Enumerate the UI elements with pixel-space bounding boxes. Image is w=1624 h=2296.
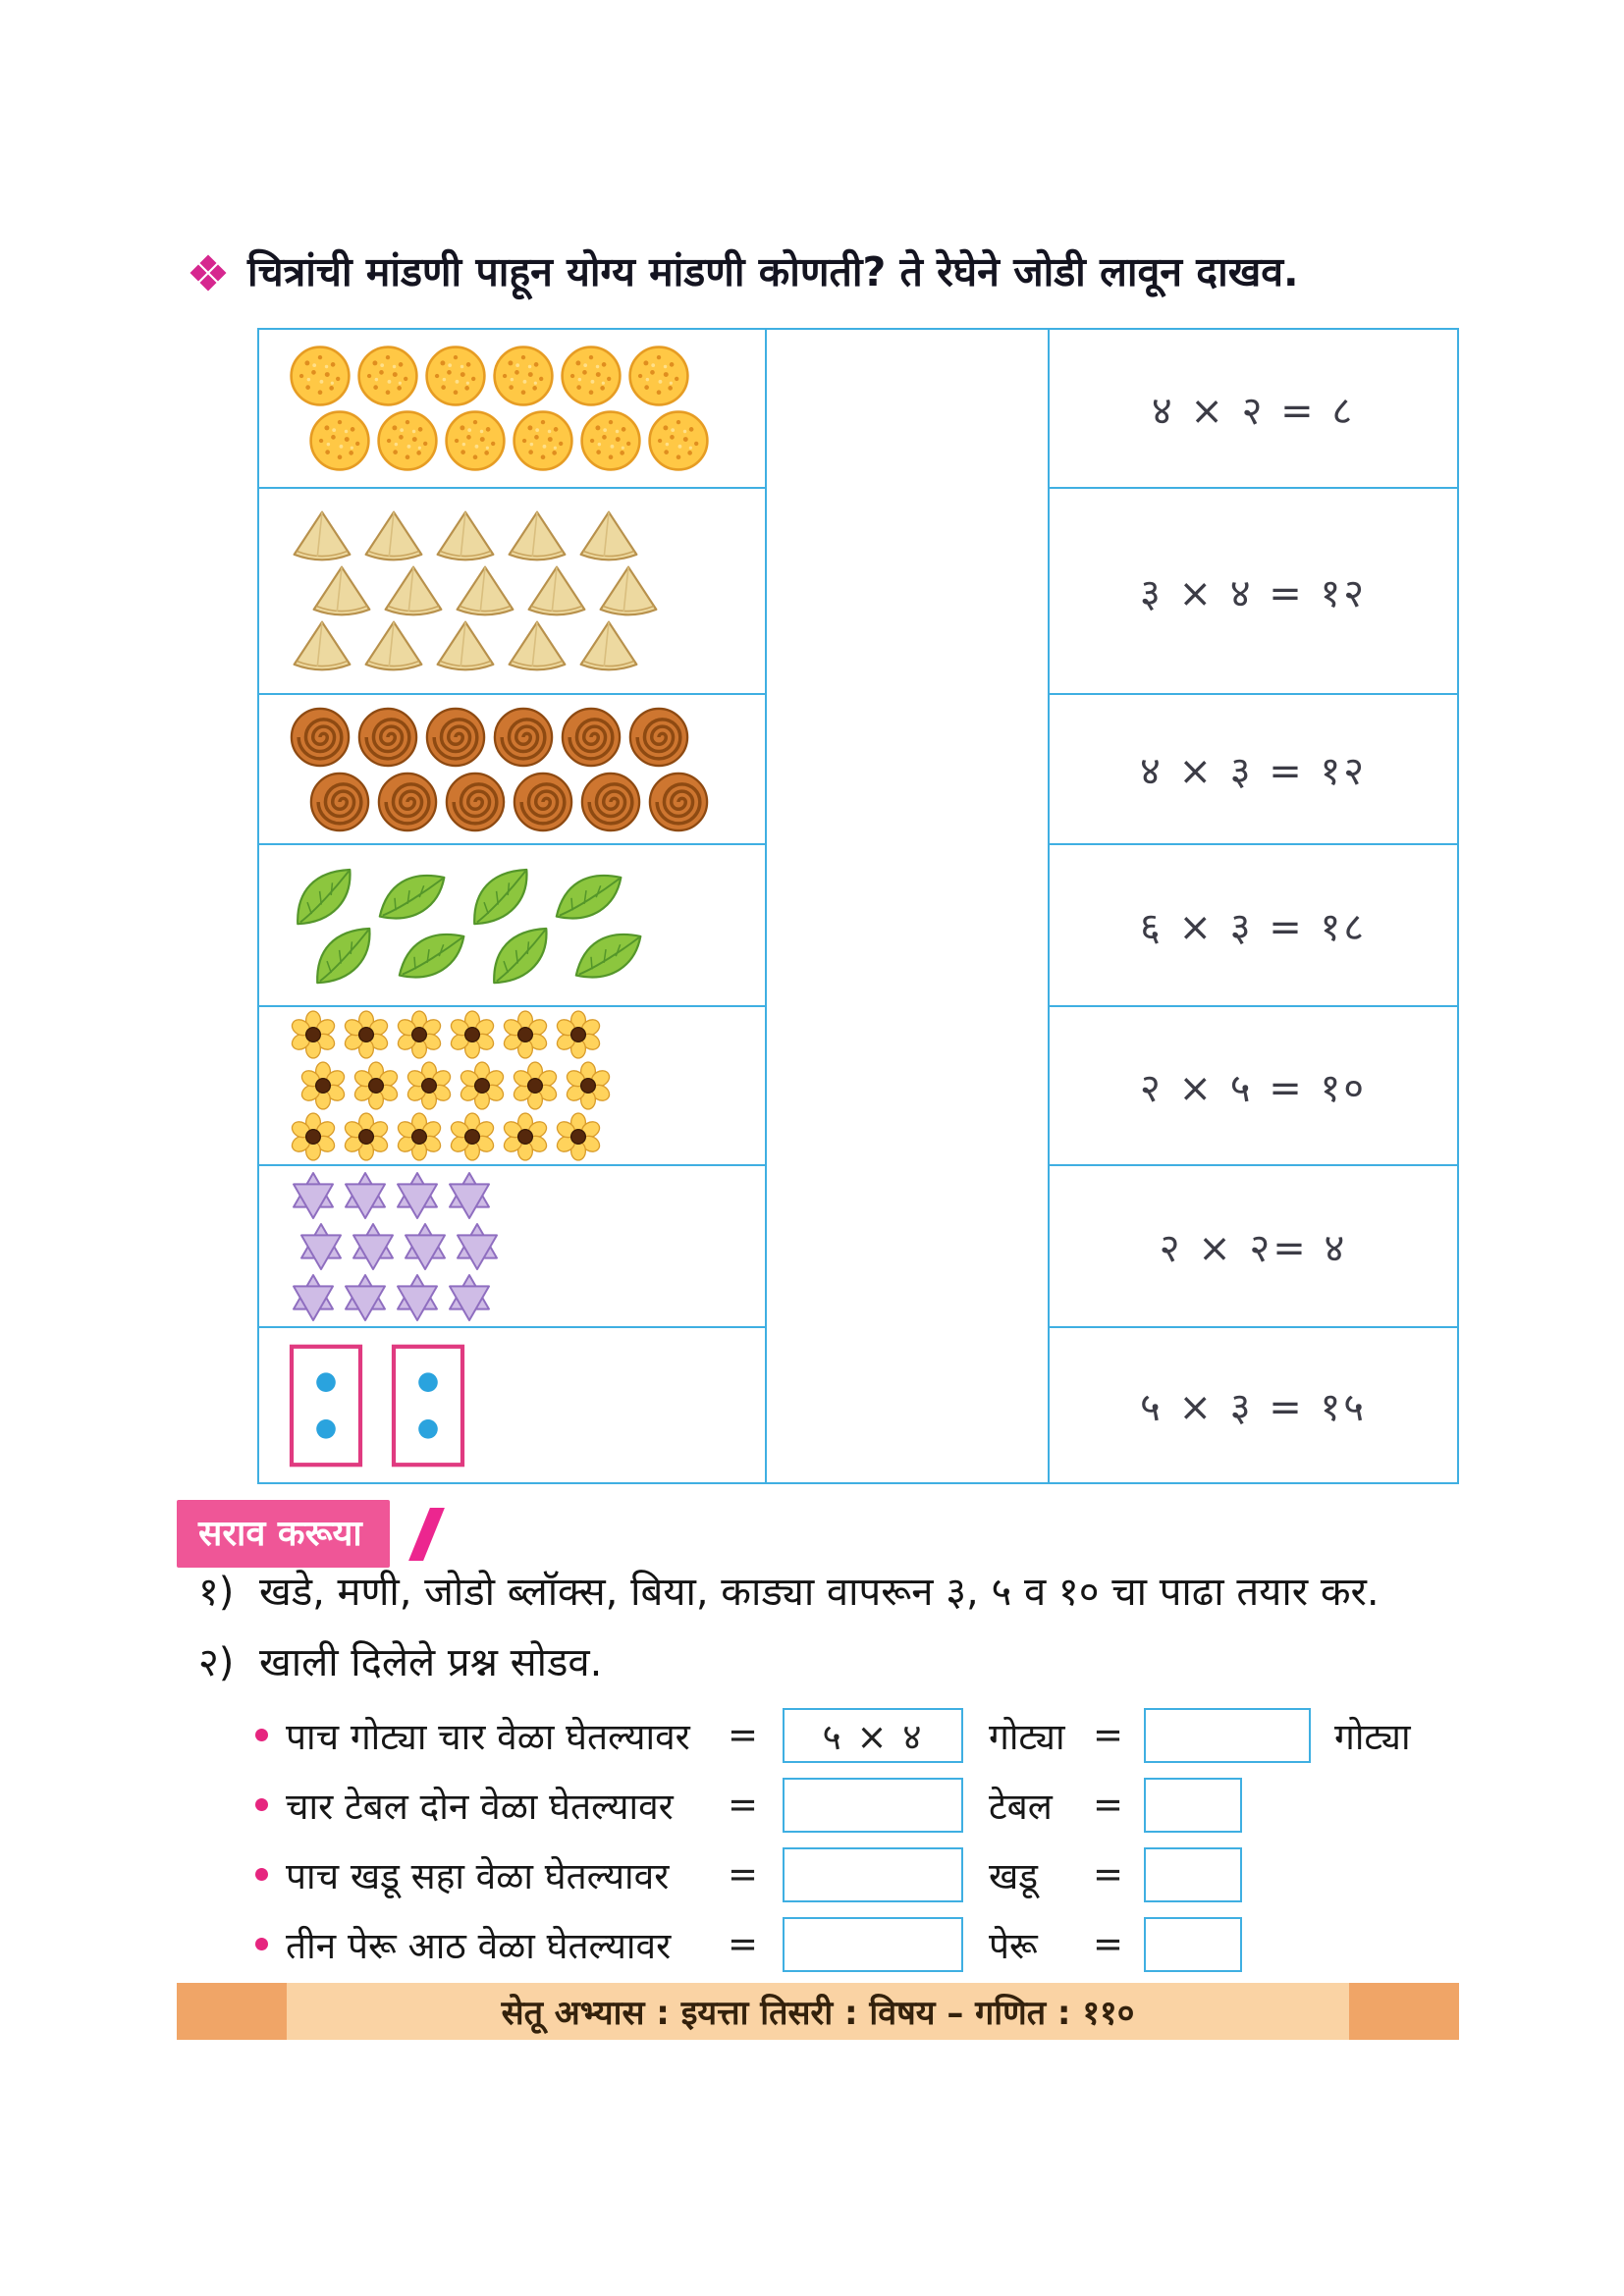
unit-label: टेबल xyxy=(989,1786,1053,1828)
samosa-icon xyxy=(595,564,662,617)
flower-icon xyxy=(448,1112,497,1161)
spiral-icon xyxy=(356,706,419,769)
equals-sign: = xyxy=(1093,1714,1124,1756)
instruction-item-2 xyxy=(198,1639,602,1686)
spiral-icon xyxy=(308,771,371,833)
bullet-dot-icon xyxy=(255,1868,268,1881)
problem-text: तीन पेरू आठ वेळा घेतल्यावर xyxy=(286,1925,672,1967)
laddu-icon xyxy=(308,409,371,472)
equation-cell-6[interactable]: २ × २= ४ xyxy=(1050,1166,1457,1328)
practice-label-text: सराव करूया xyxy=(198,1514,362,1554)
answer-box-expression-3[interactable] xyxy=(783,1847,963,1902)
flower-icon xyxy=(554,1010,603,1059)
picture-row xyxy=(289,509,765,562)
samosa-icon xyxy=(575,509,642,562)
answer-box-result-4[interactable] xyxy=(1144,1917,1242,1972)
spiral-icon xyxy=(647,771,710,833)
equation-cell-3[interactable]: ४ × ३ = १२ xyxy=(1050,695,1457,845)
practice-problems xyxy=(255,1700,1492,1979)
problem-row-2 xyxy=(255,1770,1492,1840)
exercise-heading-text: चित्रांची मांडणी पाहून योग्य मांडणी कोणती? ते रेघेने जोडी लावून दाखव. xyxy=(247,248,1299,295)
picture-cell-flowers[interactable] xyxy=(259,1007,765,1166)
star-icon xyxy=(445,1273,494,1322)
samosa-icon xyxy=(432,509,499,562)
picture-cell-stars[interactable] xyxy=(259,1166,765,1328)
spiral-icon xyxy=(579,771,642,833)
footer-bar xyxy=(177,1983,1459,2040)
problem-text: पाच खडू सहा वेळा घेतल्यावर xyxy=(286,1855,670,1897)
equation-cell-2[interactable]: ३ × ४ = १२ xyxy=(1050,489,1457,695)
flower-icon xyxy=(289,1010,338,1059)
flower-icon xyxy=(511,1061,560,1110)
leaf-icon xyxy=(485,927,554,984)
leaf-icon xyxy=(397,927,465,984)
exercise-heading xyxy=(192,247,1567,297)
laddu-icon xyxy=(627,345,690,407)
slash-decoration-icon xyxy=(408,1508,445,1561)
star-icon xyxy=(289,1171,338,1220)
equals-sign: = xyxy=(728,1784,759,1826)
answer-box-result-1[interactable] xyxy=(1144,1708,1311,1763)
picture-row xyxy=(289,706,765,769)
flower-icon xyxy=(289,1112,338,1161)
star-icon xyxy=(341,1273,390,1322)
picture-cell-leaves[interactable] xyxy=(259,845,765,1007)
picture-row xyxy=(289,1171,765,1220)
instruction-item-1 xyxy=(198,1569,1380,1616)
picture-row xyxy=(289,345,765,407)
flower-icon xyxy=(342,1010,391,1059)
equation-cell-4[interactable]: ६ × ३ = १८ xyxy=(1050,845,1457,1007)
answer-box-expression-4[interactable] xyxy=(783,1917,963,1972)
equation-cell-1[interactable]: ४ × २ = ८ xyxy=(1050,330,1457,489)
samosa-icon xyxy=(432,619,499,672)
picture-row xyxy=(308,564,765,617)
flower-icon xyxy=(448,1010,497,1059)
samosa-icon xyxy=(452,564,518,617)
unit-label: खडू xyxy=(989,1855,1039,1897)
flower-icon xyxy=(501,1010,550,1059)
star-icon xyxy=(341,1171,390,1220)
spiral-icon xyxy=(492,706,555,769)
laddu-icon xyxy=(289,345,352,407)
matching-lines-area[interactable] xyxy=(765,330,1050,1482)
samosa-icon xyxy=(380,564,447,617)
problem-row-1 xyxy=(255,1700,1492,1770)
unit-label-after: गोट्या xyxy=(1334,1716,1411,1758)
unit-label: पेरू xyxy=(989,1925,1038,1967)
answer-box-expression-1[interactable]: ५ × ४ xyxy=(783,1708,963,1763)
pictures-column xyxy=(259,330,765,1482)
picture-cell-samosas[interactable] xyxy=(259,489,765,695)
instruction-text: खडे, मणी, जोडो ब्लॉक्स, बिया, काड्या वापरून ३, ५ व १० चा पाढा तयार कर. xyxy=(259,1570,1380,1615)
bullet-dot-icon xyxy=(255,1938,268,1950)
laddu-icon xyxy=(579,409,642,472)
instruction-number: २) xyxy=(198,1640,235,1685)
leaf-icon xyxy=(465,868,534,925)
samosa-icon xyxy=(308,564,375,617)
star-icon xyxy=(445,1171,494,1220)
answer-box-result-2[interactable] xyxy=(1144,1778,1242,1833)
equations-column xyxy=(1050,330,1457,1482)
bullet-dot-icon xyxy=(255,1729,268,1741)
matching-table xyxy=(257,328,1459,1484)
flower-icon xyxy=(501,1112,550,1161)
bullet-dot-icon xyxy=(255,1798,268,1811)
domino-icon xyxy=(391,1344,465,1468)
equals-sign: = xyxy=(728,1923,759,1965)
picture-row xyxy=(289,619,765,672)
spiral-icon xyxy=(627,706,690,769)
diamond-bullet-icon xyxy=(192,257,224,289)
domino-icon xyxy=(289,1344,363,1468)
samosa-icon xyxy=(360,509,427,562)
spiral-icon xyxy=(444,771,507,833)
laddu-icon xyxy=(444,409,507,472)
picture-row xyxy=(298,1061,765,1110)
samosa-icon xyxy=(504,619,570,672)
laddu-icon xyxy=(492,345,555,407)
flower-icon xyxy=(342,1112,391,1161)
picture-row xyxy=(308,771,765,833)
samosa-icon xyxy=(575,619,642,672)
equals-sign: = xyxy=(728,1853,759,1896)
leaf-icon xyxy=(573,927,642,984)
picture-cell-laddu-sweets[interactable] xyxy=(259,330,765,489)
picture-row xyxy=(297,1222,765,1271)
samosa-icon xyxy=(504,509,570,562)
spiral-icon xyxy=(560,706,623,769)
picture-row xyxy=(289,1112,765,1161)
leaf-icon xyxy=(377,868,446,925)
star-icon xyxy=(393,1273,442,1322)
problem-text: पाच गोट्या चार वेळा घेतल्यावर xyxy=(286,1716,690,1758)
star-icon xyxy=(453,1222,502,1271)
star-icon xyxy=(289,1273,338,1322)
footer-right-cap xyxy=(1349,1983,1459,2040)
laddu-icon xyxy=(424,345,487,407)
flower-icon xyxy=(564,1061,613,1110)
equation-cell-5[interactable]: २ × ५ = १० xyxy=(1050,1007,1457,1166)
leaf-icon xyxy=(554,868,623,925)
flower-icon xyxy=(458,1061,507,1110)
flower-icon xyxy=(554,1112,603,1161)
unit-label: गोट्या xyxy=(989,1716,1065,1758)
spiral-icon xyxy=(512,771,574,833)
picture-row xyxy=(308,927,765,984)
laddu-icon xyxy=(376,409,439,472)
laddu-icon xyxy=(560,345,623,407)
flower-icon xyxy=(298,1061,348,1110)
equals-sign: = xyxy=(1093,1923,1124,1965)
equals-sign: = xyxy=(1093,1784,1124,1826)
laddu-icon xyxy=(647,409,710,472)
samosa-icon xyxy=(360,619,427,672)
flower-icon xyxy=(405,1061,454,1110)
picture-row xyxy=(289,1273,765,1322)
samosa-icon xyxy=(289,509,355,562)
problem-text: चार टेबल दोन वेळा घेतल्यावर xyxy=(286,1786,674,1828)
laddu-icon xyxy=(512,409,574,472)
footer-left-cap xyxy=(177,1983,287,2040)
spiral-icon xyxy=(424,706,487,769)
instruction-text: खाली दिलेले प्रश्न सोडव. xyxy=(259,1640,603,1685)
equals-sign: = xyxy=(1093,1853,1124,1896)
star-icon xyxy=(349,1222,398,1271)
picture-row xyxy=(289,868,765,925)
laddu-icon xyxy=(356,345,419,407)
star-icon xyxy=(297,1222,346,1271)
picture-cell-chikki-spirals[interactable] xyxy=(259,695,765,845)
equals-sign: = xyxy=(728,1714,759,1756)
leaf-icon xyxy=(289,868,357,925)
answer-box-expression-2[interactable] xyxy=(783,1778,963,1833)
star-icon xyxy=(393,1171,442,1220)
leaf-icon xyxy=(308,927,377,984)
equation-cell-7[interactable]: ५ × ३ = १५ xyxy=(1139,1385,1368,1430)
flower-icon xyxy=(352,1061,401,1110)
flower-icon xyxy=(395,1010,444,1059)
picture-row xyxy=(289,1344,765,1468)
picture-row xyxy=(289,1010,765,1059)
footer-text: सेतू अभ्यास : इयत्ता तिसरी : विषय – गणित : ११० xyxy=(287,1983,1349,2040)
practice-section-header xyxy=(177,1500,434,1568)
practice-label xyxy=(177,1500,390,1568)
instruction-number: १) xyxy=(198,1570,235,1615)
spiral-icon xyxy=(289,706,352,769)
answer-box-result-3[interactable] xyxy=(1144,1847,1242,1902)
samosa-icon xyxy=(523,564,590,617)
star-icon xyxy=(401,1222,450,1271)
picture-cell-dot-cards[interactable] xyxy=(259,1328,765,1482)
flower-icon xyxy=(395,1112,444,1161)
picture-row xyxy=(308,409,765,472)
spiral-icon xyxy=(376,771,439,833)
problem-row-4 xyxy=(255,1909,1492,1979)
problem-row-3 xyxy=(255,1840,1492,1909)
samosa-icon xyxy=(289,619,355,672)
